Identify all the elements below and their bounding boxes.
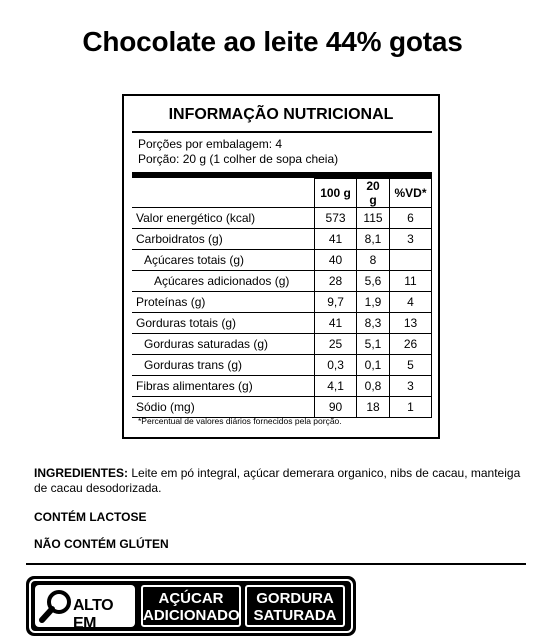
nutrition-heading: INFORMAÇÃO NUTRICIONAL (168, 106, 394, 123)
value-100g: 0,3 (315, 355, 357, 376)
magnifying-glass-icon (39, 589, 73, 623)
table-row (132, 292, 432, 313)
alto-em-panel (35, 585, 135, 632)
value-100g: 41 (315, 229, 357, 250)
saturated-fat-line1: GORDURA (256, 590, 334, 607)
header-100g: 100 g (315, 179, 357, 208)
lactose-statement: CONTÉM LACTOSE (34, 510, 147, 524)
value-100g: 9,7 (315, 292, 357, 313)
value-vd: 3 (389, 376, 431, 397)
saturated-fat-warning (245, 585, 345, 627)
ingredients-label: INGREDIENTES: (34, 466, 129, 480)
table-row (132, 229, 432, 250)
table-row (132, 208, 432, 229)
table-row (132, 271, 432, 292)
header-20g: 20 g (357, 179, 390, 208)
table-row (132, 313, 432, 334)
value-vd: 1 (389, 397, 431, 418)
value-vd: 4 (389, 292, 431, 313)
row-label: Gorduras trans (g) (132, 355, 315, 376)
divider (26, 563, 526, 565)
nutrition-table (132, 178, 432, 418)
table-row (132, 250, 432, 271)
nutrition-facts-panel (122, 94, 440, 439)
warning-label-frame (29, 579, 353, 633)
value-vd: 13 (389, 313, 431, 334)
value-100g: 90 (315, 397, 357, 418)
value-20g: 8 (357, 250, 390, 271)
value-100g: 25 (315, 334, 357, 355)
serving-size: Porção: 20 g (1 colher de sopa cheia) (138, 152, 339, 166)
value-100g: 40 (315, 250, 357, 271)
value-100g: 28 (315, 271, 357, 292)
alto-em-text: ALTO EM (73, 597, 114, 632)
header-blank (132, 179, 315, 208)
value-vd: 26 (389, 334, 431, 355)
value-20g: 0,8 (357, 376, 390, 397)
added-sugar-line2: ADICIONADO (143, 607, 240, 624)
row-label: Gorduras totais (g) (132, 313, 315, 334)
row-label: Valor energético (kcal) (132, 208, 315, 229)
value-100g: 573 (315, 208, 357, 229)
divider (132, 131, 432, 133)
value-20g: 8,3 (357, 313, 390, 334)
value-vd: 11 (389, 271, 431, 292)
table-row (132, 376, 432, 397)
gluten-statement: NÃO CONTÉM GLÚTEN (34, 537, 169, 551)
value-20g: 1,9 (357, 292, 390, 313)
value-vd: 6 (389, 208, 431, 229)
value-100g: 41 (315, 313, 357, 334)
row-label: Proteínas (g) (132, 292, 315, 313)
row-label: Açúcares adicionados (g) (132, 271, 315, 292)
table-header-row (132, 179, 432, 208)
added-sugar-line1: AÇÚCAR (158, 590, 224, 607)
footnote: *Percentual de valores diários fornecidos pela porção. (138, 416, 342, 426)
value-20g: 5,6 (357, 271, 390, 292)
ingredients (34, 466, 524, 496)
saturated-fat-line2: SATURADA (253, 607, 337, 624)
table-row (132, 355, 432, 376)
value-vd (389, 250, 431, 271)
table-row (132, 397, 432, 418)
row-label: Açúcares totais (g) (132, 250, 315, 271)
row-label: Carboidratos (g) (132, 229, 315, 250)
value-20g: 8,1 (357, 229, 390, 250)
value-20g: 18 (357, 397, 390, 418)
front-warning-label (26, 576, 356, 636)
added-sugar-warning (141, 585, 241, 627)
servings-per-package: Porções por embalagem: 4 (138, 137, 283, 151)
ingredients-text: Leite em pó integral, açúcar demerara organico, nibs de cacau, manteiga de cacau desodorizada. (34, 466, 521, 495)
product-title: Chocolate ao leite 44% gotas (82, 26, 463, 57)
value-100g: 4,1 (315, 376, 357, 397)
value-vd: 3 (389, 229, 431, 250)
row-label: Gorduras saturadas (g) (132, 334, 315, 355)
row-label: Sódio (mg) (132, 397, 315, 418)
header-vd: %VD* (389, 179, 431, 208)
value-20g: 115 (357, 208, 390, 229)
table-row (132, 334, 432, 355)
value-20g: 0,1 (357, 355, 390, 376)
value-20g: 5,1 (357, 334, 390, 355)
row-label: Fibras alimentares (g) (132, 376, 315, 397)
value-vd: 5 (389, 355, 431, 376)
